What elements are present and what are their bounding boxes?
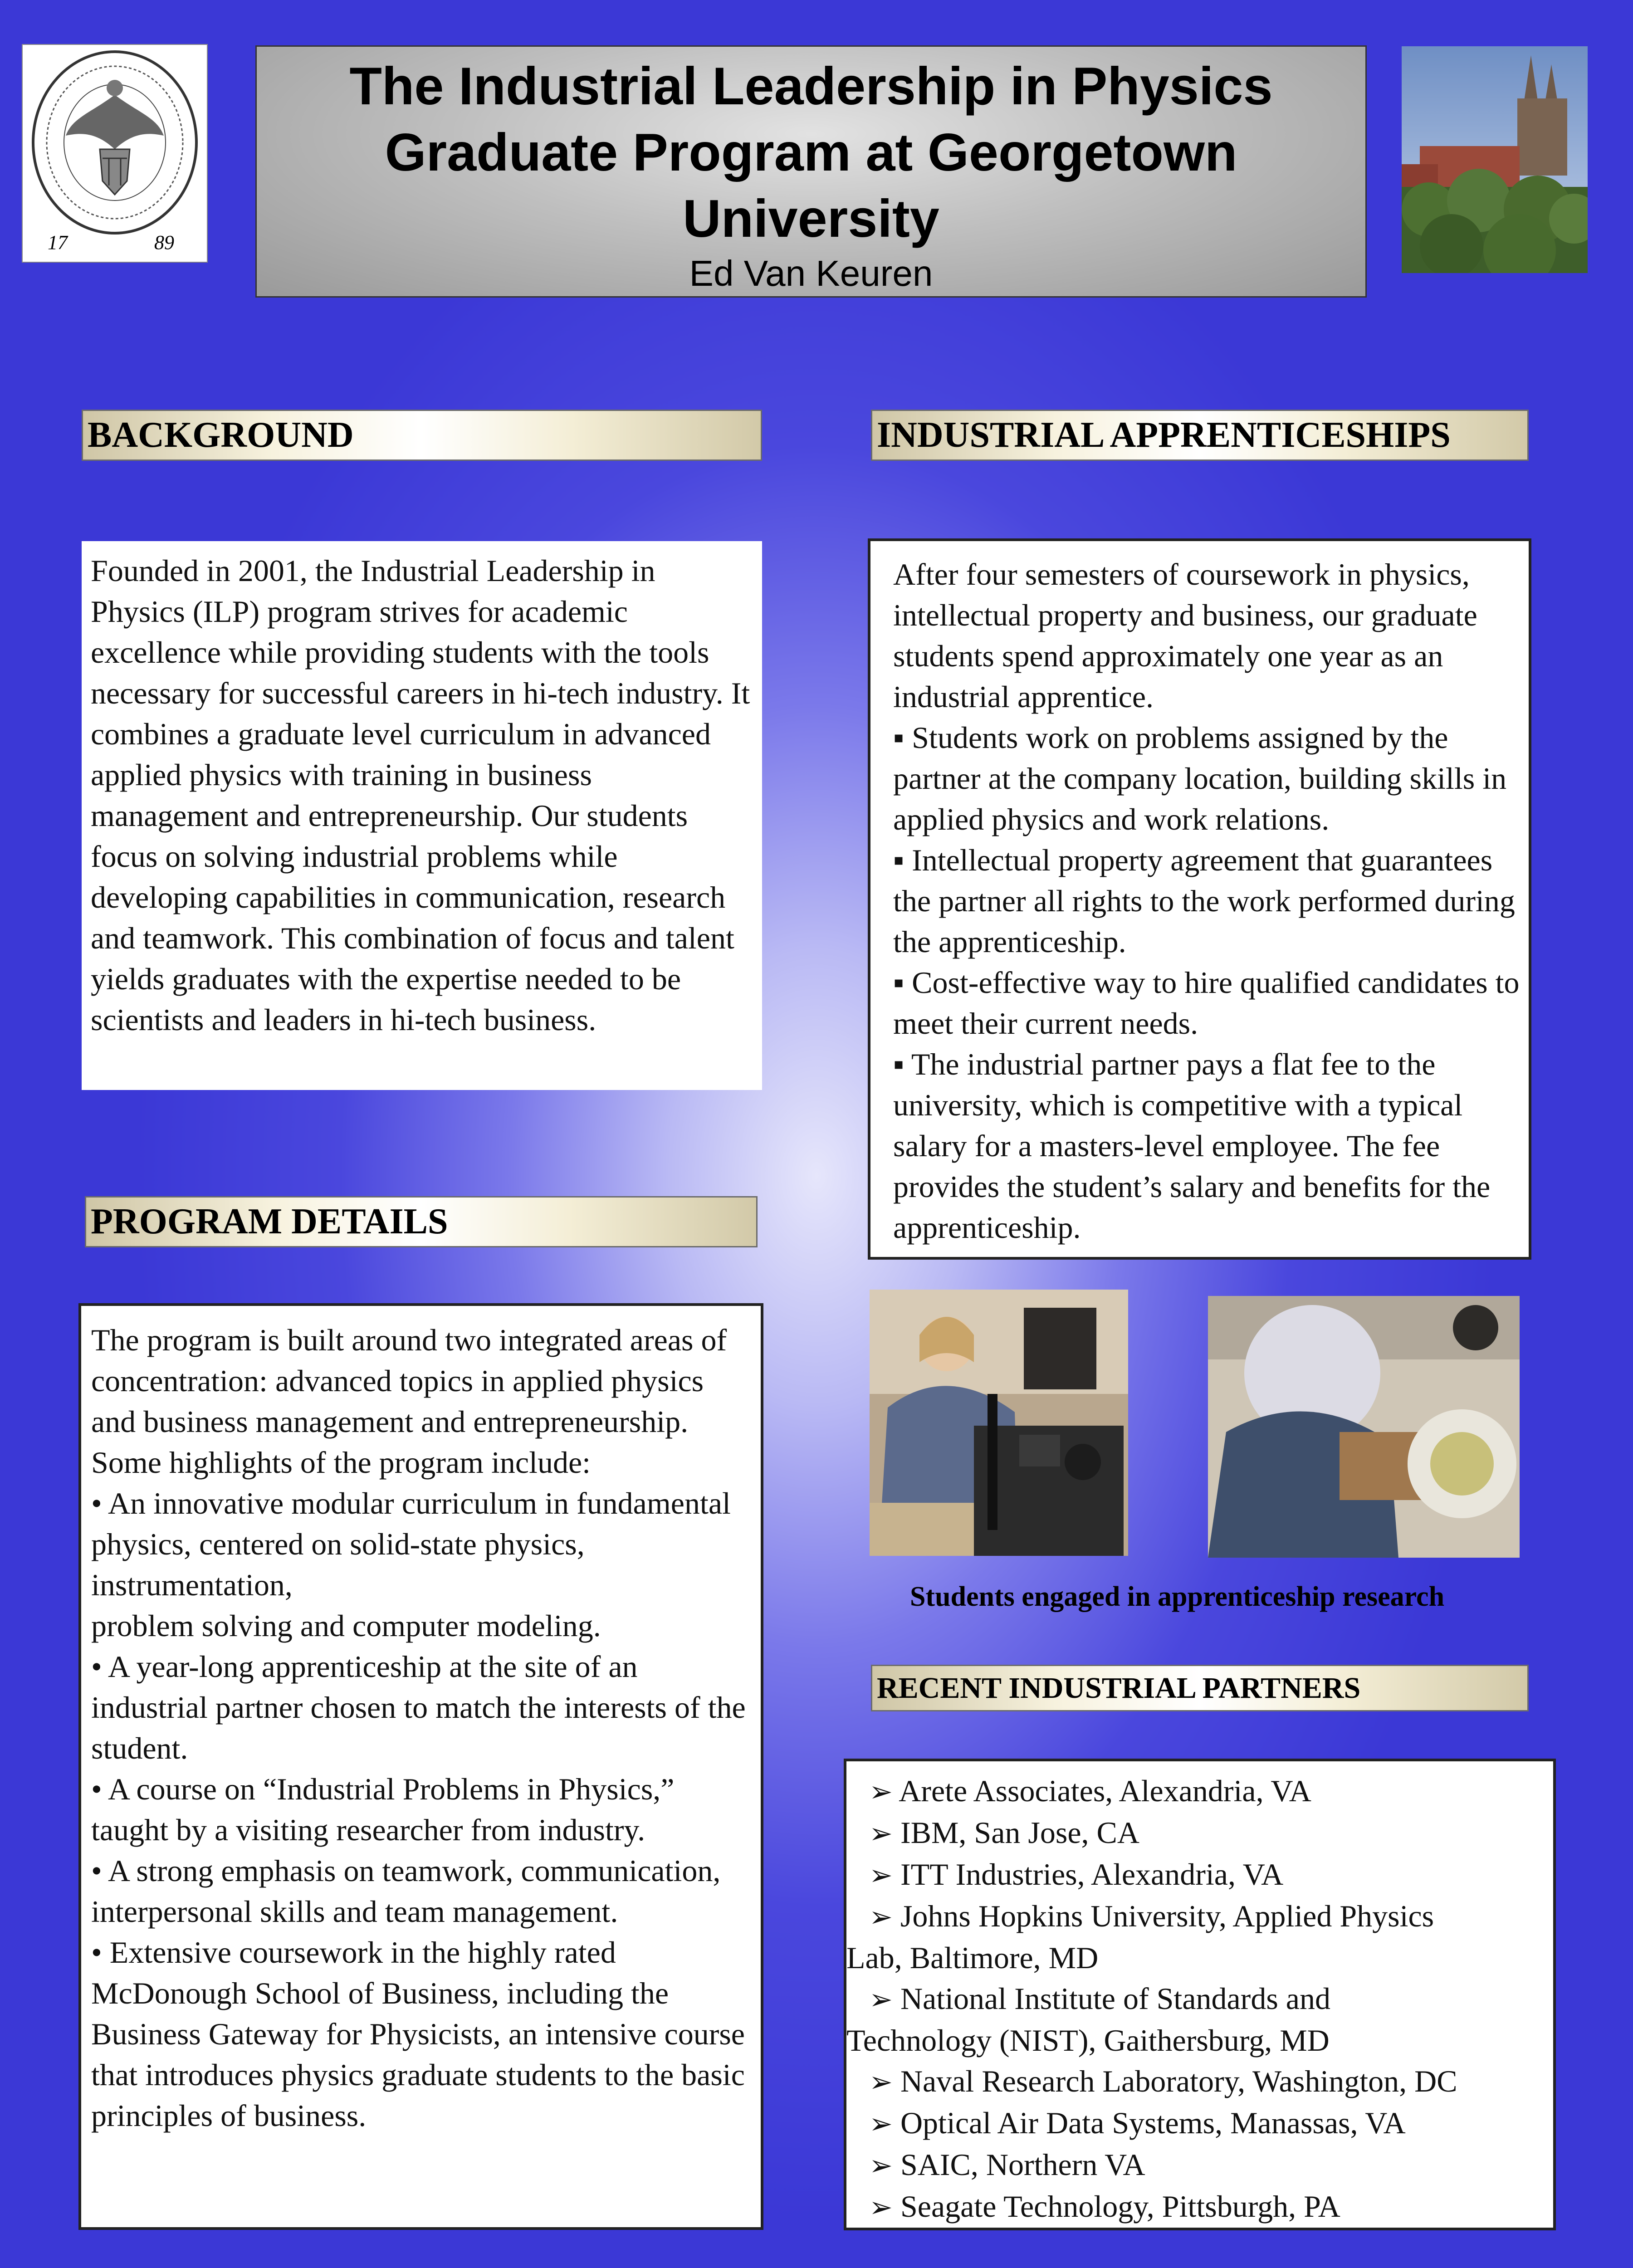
partners-box xyxy=(844,1759,1556,2230)
arrow-bullet-icon: ➢ xyxy=(869,2190,893,2224)
photos-caption: Students engaged in apprenticeship research xyxy=(909,1581,1445,1612)
georgetown-seal-icon xyxy=(22,44,208,263)
partner-item: ➢ Optical Air Data Systems, Manassas, VA xyxy=(869,2106,1406,2140)
apprenticeships-header: INDUSTRIAL APPRENTICESHIPS xyxy=(871,410,1529,461)
apprenticeships-box xyxy=(868,538,1531,1260)
partner-item: ➢ Arete Associates, Alexandria, VA xyxy=(869,1774,1311,1808)
arrow-bullet-icon: ➢ xyxy=(869,1900,893,1933)
partner-item: ➢ Johns Hopkins University, Applied Physics xyxy=(869,1899,1434,1933)
program-details-header: PROGRAM DETAILS xyxy=(85,1196,758,1247)
partner-item: ➢ Naval Research Laboratory, Washington, DC xyxy=(869,2064,1457,2098)
background-text: Founded in 2001, the Industrial Leadership in Physics (ILP) program strives for academic excellence while providing students with the tools necessary for successful careers in hi-tech industry. It combines a graduate level curriculum in advanced applied physics with training in business management and entrepreneurship. Our students focus on solving industrial problems while developing capabilities in communication, research and teamwork. This combination of focus and talent yields graduates with the expertise needed to be scientists and leaders in hi-tech business. xyxy=(91,553,750,1037)
campus-building-photo xyxy=(1402,46,1588,273)
lab-photo-sample xyxy=(1208,1296,1520,1558)
apprenticeships-bullet: ▪ Cost-effective way to hire qualified candidates to meet their current needs. xyxy=(893,965,1520,1041)
program-details-box xyxy=(78,1303,763,2230)
partner-item: ➢ IBM, San Jose, CA xyxy=(869,1815,1139,1850)
arrow-bullet-icon: ➢ xyxy=(869,2107,893,2140)
apprenticeships-bullet: ▪ Intellectual property agreement that guarantees the partner all rights to the work performed during the apprenticeship. xyxy=(893,843,1515,959)
partners-header: RECENT INDUSTRIAL PARTNERS xyxy=(871,1665,1529,1711)
arrow-bullet-icon: ➢ xyxy=(869,1817,893,1850)
title-banner xyxy=(255,45,1367,298)
lab-photo-optics xyxy=(870,1290,1128,1556)
arrow-bullet-icon: ➢ xyxy=(869,1775,893,1808)
program-paragraph: The program is built around two integrated areas of concentration: advanced topics in applied physics and business management and entrepreneurship. Some highlights of the program include: xyxy=(91,1323,727,1480)
poster-author: Ed Van Keuren xyxy=(689,253,933,293)
seal-year-left: 17 xyxy=(48,231,68,254)
program-bullet: • A year-long apprenticeship at the site of an industrial partner chosen to match the interests of the student. xyxy=(91,1649,746,1765)
program-bullet-continuation: problem solving and computer modeling. xyxy=(91,1608,601,1643)
seal-year-right: 89 xyxy=(154,231,174,254)
background-text-box xyxy=(82,541,762,1090)
apprenticeships-bullet: ▪ Students work on problems assigned by the partner at the company location, building skills in applied physics and work relations. xyxy=(893,720,1507,836)
program-bullet: • A strong emphasis on teamwork, communication, interpersonal skills and team management. xyxy=(91,1853,721,1929)
arrow-bullet-icon: ➢ xyxy=(869,1858,893,1892)
arrow-bullet-icon: ➢ xyxy=(869,1983,893,2016)
apprenticeships-intro: After four semesters of coursework in physics, intellectual property and business, our graduate students spend approximately one year as an industrial apprentice. xyxy=(893,557,1477,714)
partner-item: ➢ National Institute of Standards and xyxy=(869,1981,1330,2016)
program-bullet: • Extensive coursework in the highly rated McDonough School of Business, including the Business Gateway for Physicists, an intensive course that introduces physics graduate students to the basic principles of business. xyxy=(91,1935,745,2133)
program-bullet: • A course on “Industrial Problems in Physics,” taught by a visiting researcher from industry. xyxy=(91,1772,675,1847)
partner-item-continuation: Technology (NIST), Gaithersburg, MD xyxy=(846,2023,1330,2058)
arrow-bullet-icon: ➢ xyxy=(869,2149,893,2182)
background-header: BACKGROUND xyxy=(82,410,762,461)
program-bullet: • An innovative modular curriculum in fundamental physics, centered on solid-state physics, instrumentation, xyxy=(91,1486,731,1602)
arrow-bullet-icon: ➢ xyxy=(869,2065,893,2098)
partner-item: ➢ ITT Industries, Alexandria, VA xyxy=(869,1857,1284,1892)
partner-item: ➢ SAIC, Northern VA xyxy=(869,2147,1145,2182)
partner-item: ➢ Seagate Technology, Pittsburgh, PA xyxy=(869,2189,1340,2224)
poster-title: The Industrial Leadership in Physics Graduate Program at Georgetown University xyxy=(349,56,1273,248)
apprenticeships-bullet: ▪ The industrial partner pays a flat fee to the university, which is competitive with a typical salary for a masters-level employee. The fee provides the student’s salary and benefits for the apprenticeship. xyxy=(893,1047,1491,1245)
partner-item-continuation: Lab, Baltimore, MD xyxy=(846,1941,1099,1975)
